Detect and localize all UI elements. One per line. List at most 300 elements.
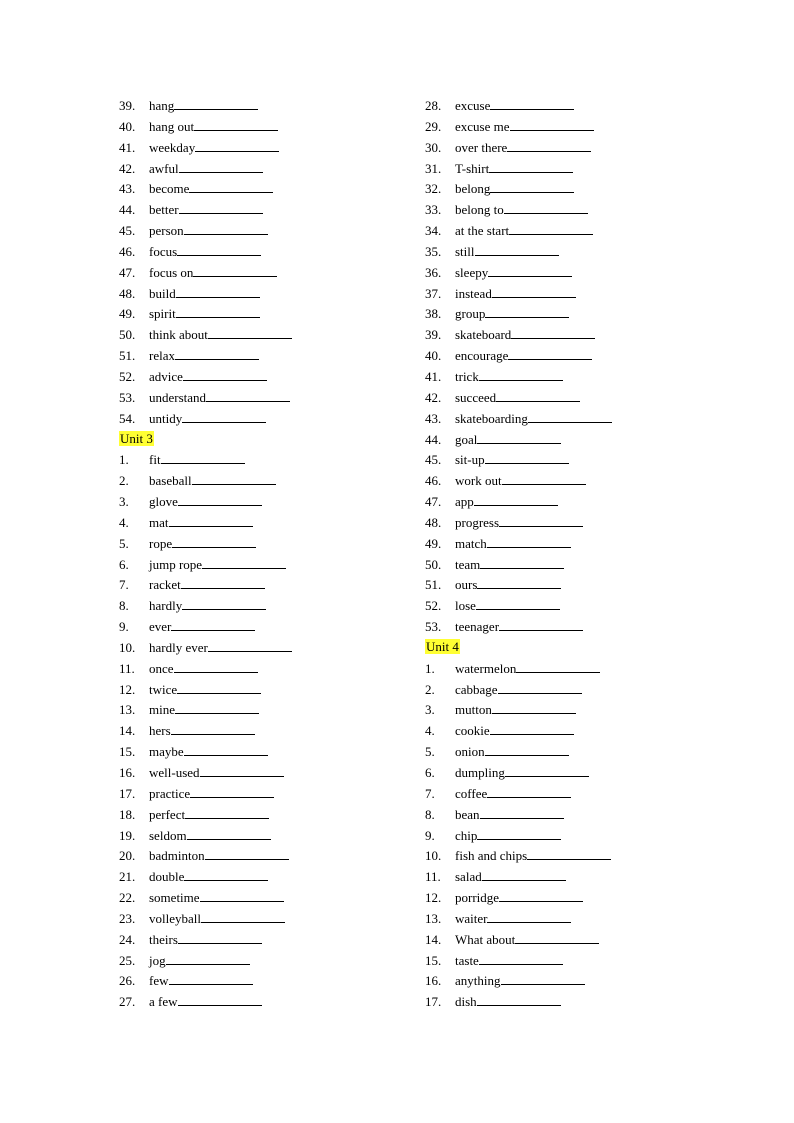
- item-number: 53.: [119, 389, 136, 405]
- vocab-item: [425, 887, 612, 908]
- answer-blank[interactable]: [492, 283, 576, 298]
- item-number: 6.: [119, 556, 129, 572]
- item-number: 44.: [119, 202, 136, 218]
- answer-blank[interactable]: [171, 720, 255, 735]
- item-number: 3.: [119, 494, 129, 510]
- vocab-item: [119, 616, 292, 637]
- answer-blank[interactable]: [475, 241, 559, 256]
- item-number: 5.: [119, 535, 129, 551]
- answer-blank[interactable]: [184, 741, 268, 756]
- vocab-word: progress: [455, 514, 500, 530]
- vocab-item: [119, 908, 292, 929]
- answer-blank[interactable]: [169, 512, 253, 527]
- item-number: 1.: [119, 452, 129, 468]
- vocab-word: double: [149, 869, 185, 885]
- item-number: 13.: [425, 910, 442, 926]
- item-number: 46.: [425, 473, 442, 489]
- answer-blank[interactable]: [490, 95, 574, 110]
- item-number: 13.: [119, 702, 136, 718]
- answer-blank[interactable]: [482, 866, 566, 881]
- vocab-word: teenager: [455, 619, 500, 635]
- vocab-word: over there: [455, 139, 508, 155]
- answer-blank[interactable]: [499, 616, 583, 631]
- answer-blank[interactable]: [476, 595, 560, 610]
- answer-blank[interactable]: [499, 512, 583, 527]
- answer-blank[interactable]: [496, 387, 580, 402]
- item-number: 17.: [425, 994, 442, 1010]
- vocab-word: badminton: [149, 848, 205, 864]
- vocab-item: [425, 720, 612, 741]
- answer-blank[interactable]: [178, 491, 262, 506]
- answer-blank[interactable]: [499, 887, 583, 902]
- unit-heading: [119, 429, 292, 450]
- answer-blank[interactable]: [527, 845, 611, 860]
- vocab-item: [425, 929, 612, 950]
- vocab-word: understand: [149, 389, 207, 405]
- answer-blank[interactable]: [183, 366, 267, 381]
- vocab-word: cookie: [455, 723, 490, 739]
- vocab-item: [119, 658, 292, 679]
- item-number: 30.: [425, 139, 442, 155]
- vocab-item: [425, 345, 612, 366]
- item-number: 51.: [119, 348, 136, 364]
- item-number: 9.: [425, 827, 435, 843]
- answer-blank[interactable]: [189, 178, 273, 193]
- vocab-item: [425, 158, 612, 179]
- vocab-word: seldom: [149, 827, 187, 843]
- item-number: 11.: [425, 869, 441, 885]
- item-number: 36.: [425, 264, 442, 280]
- answer-blank[interactable]: [504, 199, 588, 214]
- vocab-word: porridge: [455, 890, 500, 906]
- item-number: 41.: [119, 139, 136, 155]
- vocab-word: excuse: [455, 98, 491, 113]
- item-number: 5.: [425, 744, 435, 760]
- item-number: 53.: [425, 619, 442, 635]
- item-number: 32.: [425, 181, 442, 197]
- answer-blank[interactable]: [511, 324, 595, 339]
- answer-blank[interactable]: [507, 137, 591, 152]
- vocab-item: [119, 387, 292, 408]
- vocab-item: [425, 387, 612, 408]
- item-number: 31.: [425, 160, 442, 176]
- vocab-word: excuse me: [455, 118, 510, 134]
- answer-blank[interactable]: [502, 470, 586, 485]
- answer-blank[interactable]: [208, 324, 292, 339]
- vocab-item: [119, 324, 292, 345]
- vocab-word: racket: [149, 577, 181, 593]
- answer-blank[interactable]: [477, 991, 561, 1006]
- vocab-word: practice: [149, 785, 191, 801]
- item-number: 47.: [119, 264, 136, 280]
- vocab-item: [119, 825, 292, 846]
- vocab-word: mutton: [455, 702, 492, 718]
- answer-blank[interactable]: [509, 220, 593, 235]
- vocab-word: skateboard: [455, 327, 512, 343]
- item-number: 27.: [119, 994, 136, 1010]
- item-number: 12.: [119, 681, 136, 697]
- item-number: 7.: [425, 785, 435, 801]
- vocab-item: [425, 845, 612, 866]
- item-number: 52.: [425, 598, 442, 614]
- item-number: 50.: [425, 556, 442, 572]
- answer-blank[interactable]: [193, 262, 277, 277]
- item-number: 44.: [425, 431, 442, 447]
- vocab-item: [119, 345, 292, 366]
- answer-blank[interactable]: [487, 533, 571, 548]
- vocab-word: T-shirt: [455, 160, 490, 176]
- answer-blank[interactable]: [175, 699, 259, 714]
- vocab-word: lose: [455, 598, 476, 614]
- answer-blank[interactable]: [515, 929, 599, 944]
- answer-blank[interactable]: [172, 533, 256, 548]
- vocab-word: person: [149, 223, 184, 239]
- vocab-word: rope: [149, 535, 173, 551]
- vocab-item: [119, 158, 292, 179]
- vocab-item: [425, 741, 612, 762]
- vocab-word: goal: [455, 431, 478, 447]
- answer-blank[interactable]: [178, 991, 262, 1006]
- vocab-word: sometime: [149, 890, 200, 906]
- answer-blank[interactable]: [201, 908, 285, 923]
- answer-blank[interactable]: [510, 116, 594, 131]
- item-number: 50.: [119, 327, 136, 343]
- answer-blank[interactable]: [205, 845, 289, 860]
- vocab-item: [119, 283, 292, 304]
- vocab-item: [119, 595, 292, 616]
- vocab-word: theirs: [149, 931, 178, 947]
- vocab-word: instead: [455, 285, 492, 301]
- vocab-word: onion: [455, 744, 485, 760]
- vocab-word: glove: [149, 494, 178, 510]
- vocab-item: [425, 491, 612, 512]
- answer-blank[interactable]: [190, 783, 274, 798]
- item-number: 43.: [425, 410, 442, 426]
- answer-blank[interactable]: [181, 574, 265, 589]
- answer-blank[interactable]: [488, 262, 572, 277]
- vocab-word: cabbage: [455, 681, 498, 697]
- vocab-item: [119, 554, 292, 575]
- vocab-item: [119, 574, 292, 595]
- answer-blank[interactable]: [480, 554, 564, 569]
- vocab-item: [425, 554, 612, 575]
- answer-blank[interactable]: [477, 574, 561, 589]
- vocab-word: app: [455, 494, 474, 510]
- answer-blank[interactable]: [528, 408, 612, 423]
- vocab-word: sit-up: [455, 452, 485, 468]
- vocab-word: baseball: [149, 473, 192, 489]
- item-number: 18.: [119, 806, 136, 822]
- vocab-item: [119, 512, 292, 533]
- vocab-item: [425, 137, 612, 158]
- answer-blank[interactable]: [477, 429, 561, 444]
- vocab-word: anything: [455, 973, 501, 989]
- answer-blank[interactable]: [202, 554, 286, 569]
- vocab-item: [425, 220, 612, 241]
- vocab-item: [425, 679, 612, 700]
- vocab-word: ours: [455, 577, 478, 593]
- answer-blank[interactable]: [174, 658, 258, 673]
- answer-blank[interactable]: [498, 679, 582, 694]
- item-number: 46.: [119, 243, 136, 259]
- answer-blank[interactable]: [508, 345, 592, 360]
- answer-blank[interactable]: [487, 908, 571, 923]
- item-number: 33.: [425, 202, 442, 218]
- item-number: 2.: [119, 473, 129, 489]
- vocab-item: [119, 366, 292, 387]
- vocab-item: [425, 783, 612, 804]
- answer-blank[interactable]: [505, 762, 589, 777]
- vocab-word: once: [149, 660, 174, 676]
- answer-blank[interactable]: [187, 825, 271, 840]
- answer-blank[interactable]: [479, 950, 563, 965]
- vocab-word: team: [455, 556, 481, 572]
- item-number: 52.: [119, 368, 136, 384]
- vocab-word: dumpling: [455, 765, 505, 780]
- item-number: 8.: [119, 598, 129, 614]
- vocab-item: [425, 616, 612, 637]
- vocab-item: [119, 408, 292, 429]
- answer-blank[interactable]: [184, 220, 268, 235]
- answer-blank[interactable]: [487, 783, 571, 798]
- answer-blank[interactable]: [200, 762, 284, 777]
- answer-blank[interactable]: [176, 303, 260, 318]
- left-column: [119, 95, 292, 1012]
- vocab-word: group: [455, 306, 486, 322]
- vocab-word: mine: [149, 702, 175, 718]
- vocab-word: hardly: [149, 598, 183, 614]
- vocab-word: volleyball: [149, 910, 201, 926]
- vocab-item: [119, 95, 292, 116]
- answer-blank[interactable]: [174, 95, 258, 110]
- vocab-word: taste: [455, 952, 479, 968]
- answer-blank[interactable]: [182, 595, 266, 610]
- vocab-item: [119, 866, 292, 887]
- answer-blank[interactable]: [485, 449, 569, 464]
- answer-blank[interactable]: [516, 658, 600, 673]
- vocab-item: [119, 491, 292, 512]
- item-number: 45.: [119, 223, 136, 239]
- answer-blank[interactable]: [166, 950, 250, 965]
- vocab-word: well-used: [149, 765, 200, 780]
- vocab-word: few: [149, 973, 169, 989]
- item-number: 48.: [425, 514, 442, 530]
- vocab-item: [119, 783, 292, 804]
- vocab-item: [119, 220, 292, 241]
- answer-blank[interactable]: [474, 491, 558, 506]
- item-number: 7.: [119, 577, 129, 593]
- answer-blank[interactable]: [208, 637, 292, 652]
- vocab-word: focus on: [149, 264, 194, 280]
- answer-blank[interactable]: [179, 199, 263, 214]
- item-number: 12.: [425, 890, 442, 906]
- item-number: 16.: [425, 973, 442, 989]
- answer-blank[interactable]: [477, 825, 561, 840]
- vocab-word: salad: [455, 869, 482, 885]
- vocab-word: a few: [149, 994, 178, 1010]
- vocab-word: relax: [149, 348, 175, 364]
- vocab-item: [119, 720, 292, 741]
- answer-blank[interactable]: [490, 720, 574, 735]
- answer-blank[interactable]: [480, 804, 564, 819]
- item-number: 21.: [119, 869, 136, 885]
- vocab-word: mat: [149, 514, 169, 530]
- vocab-item: [425, 699, 612, 720]
- answer-blank[interactable]: [176, 283, 260, 298]
- vocab-item: [119, 762, 292, 783]
- vocab-item: [425, 241, 612, 262]
- vocab-word: hardly ever: [149, 639, 208, 655]
- item-number: 49.: [425, 535, 442, 551]
- vocab-word: ever: [149, 619, 172, 635]
- vocab-item: [425, 970, 612, 991]
- vocab-item: [119, 262, 292, 283]
- answer-blank[interactable]: [179, 158, 263, 173]
- answer-blank[interactable]: [169, 970, 253, 985]
- vocab-item: [425, 366, 612, 387]
- vocab-item: [425, 512, 612, 533]
- item-number: 20.: [119, 848, 136, 864]
- vocab-word: spirit: [149, 306, 176, 322]
- vocab-word: succeed: [455, 389, 497, 405]
- vocab-item: [119, 887, 292, 908]
- vocab-word: sleepy: [455, 264, 489, 280]
- vocab-item: [119, 804, 292, 825]
- answer-blank[interactable]: [177, 241, 261, 256]
- vocab-item: [425, 470, 612, 491]
- vocab-item: [119, 470, 292, 491]
- item-number: 40.: [425, 348, 442, 364]
- item-number: 49.: [119, 306, 136, 322]
- vocab-word: waiter: [455, 910, 488, 926]
- answer-blank[interactable]: [479, 366, 563, 381]
- vocab-word: at the start: [455, 223, 510, 239]
- vocab-item: [425, 429, 612, 450]
- item-number: 51.: [425, 577, 442, 593]
- vocab-item: [425, 825, 612, 846]
- vocab-item: [119, 533, 292, 554]
- item-number: 15.: [425, 952, 442, 968]
- vocab-word: encourage: [455, 348, 509, 364]
- vocab-word: maybe: [149, 744, 184, 760]
- vocab-word: chip: [455, 827, 478, 843]
- item-number: 42.: [425, 389, 442, 405]
- answer-blank[interactable]: [195, 137, 279, 152]
- answer-blank[interactable]: [178, 929, 262, 944]
- vocab-word: What about: [455, 931, 516, 947]
- vocab-item: [119, 241, 292, 262]
- vocab-word: become: [149, 181, 190, 197]
- item-number: 39.: [119, 98, 136, 113]
- vocab-item: [425, 449, 612, 470]
- vocab-word: think about: [149, 327, 208, 343]
- vocab-item: [119, 991, 292, 1012]
- vocab-word: hang out: [149, 118, 195, 134]
- answer-blank[interactable]: [192, 470, 276, 485]
- item-number: 48.: [119, 285, 136, 301]
- vocab-word: still: [455, 243, 475, 259]
- vocab-item: [425, 262, 612, 283]
- answer-blank[interactable]: [485, 741, 569, 756]
- vocab-word: untidy: [149, 410, 183, 426]
- answer-blank[interactable]: [184, 866, 268, 881]
- item-number: 17.: [119, 785, 136, 801]
- vocab-word: build: [149, 285, 176, 301]
- vocab-item: [425, 116, 612, 137]
- item-number: 16.: [119, 765, 136, 780]
- vocab-word: perfect: [149, 806, 186, 822]
- answer-blank[interactable]: [182, 408, 266, 423]
- item-number: 25.: [119, 952, 136, 968]
- item-number: 38.: [425, 306, 442, 322]
- answer-blank[interactable]: [206, 387, 290, 402]
- item-number: 54.: [119, 410, 136, 426]
- vocab-item: [119, 449, 292, 470]
- vocab-word: hang: [149, 98, 175, 113]
- unit-heading: [425, 637, 612, 658]
- item-number: 35.: [425, 243, 442, 259]
- vocab-item: [119, 970, 292, 991]
- answer-blank[interactable]: [171, 616, 255, 631]
- vocab-item: [119, 699, 292, 720]
- item-number: 8.: [425, 806, 435, 822]
- vocab-item: [425, 95, 612, 116]
- vocab-item: [119, 137, 292, 158]
- answer-blank[interactable]: [501, 970, 585, 985]
- vocab-word: match: [455, 535, 487, 551]
- item-number: 10.: [119, 639, 136, 655]
- answer-blank[interactable]: [185, 804, 269, 819]
- answer-blank[interactable]: [489, 158, 573, 173]
- item-number: 26.: [119, 973, 136, 989]
- vocab-word: jump rope: [149, 556, 203, 572]
- vocab-item: [425, 658, 612, 679]
- vocab-item: [425, 283, 612, 304]
- answer-blank[interactable]: [490, 178, 574, 193]
- vocab-item: [425, 595, 612, 616]
- vocab-item: [119, 637, 292, 658]
- item-number: 43.: [119, 181, 136, 197]
- answer-blank[interactable]: [175, 345, 259, 360]
- answer-blank[interactable]: [492, 699, 576, 714]
- item-number: 45.: [425, 452, 442, 468]
- item-number: 4.: [119, 514, 129, 530]
- item-number: 37.: [425, 285, 442, 301]
- vocab-item: [425, 574, 612, 595]
- vocab-item: [119, 178, 292, 199]
- unit-label: Unit 3: [120, 430, 153, 446]
- vocab-word: bean: [455, 806, 480, 822]
- vocab-item: [119, 303, 292, 324]
- answer-blank[interactable]: [485, 303, 569, 318]
- vocab-word: belong to: [455, 202, 504, 218]
- answer-blank[interactable]: [194, 116, 278, 131]
- item-number: 14.: [119, 723, 136, 739]
- item-number: 2.: [425, 681, 435, 697]
- answer-blank[interactable]: [200, 887, 284, 902]
- answer-blank[interactable]: [177, 679, 261, 694]
- item-number: 10.: [425, 848, 442, 864]
- vocab-item: [425, 408, 612, 429]
- vocab-item: [425, 303, 612, 324]
- vocab-word: work out: [455, 473, 502, 489]
- unit-label: Unit 4: [426, 638, 459, 654]
- answer-blank[interactable]: [161, 449, 245, 464]
- item-number: 3.: [425, 702, 435, 718]
- vocab-word: weekday: [149, 139, 196, 155]
- item-number: 39.: [425, 327, 442, 343]
- vocab-word: watermelon: [455, 660, 517, 676]
